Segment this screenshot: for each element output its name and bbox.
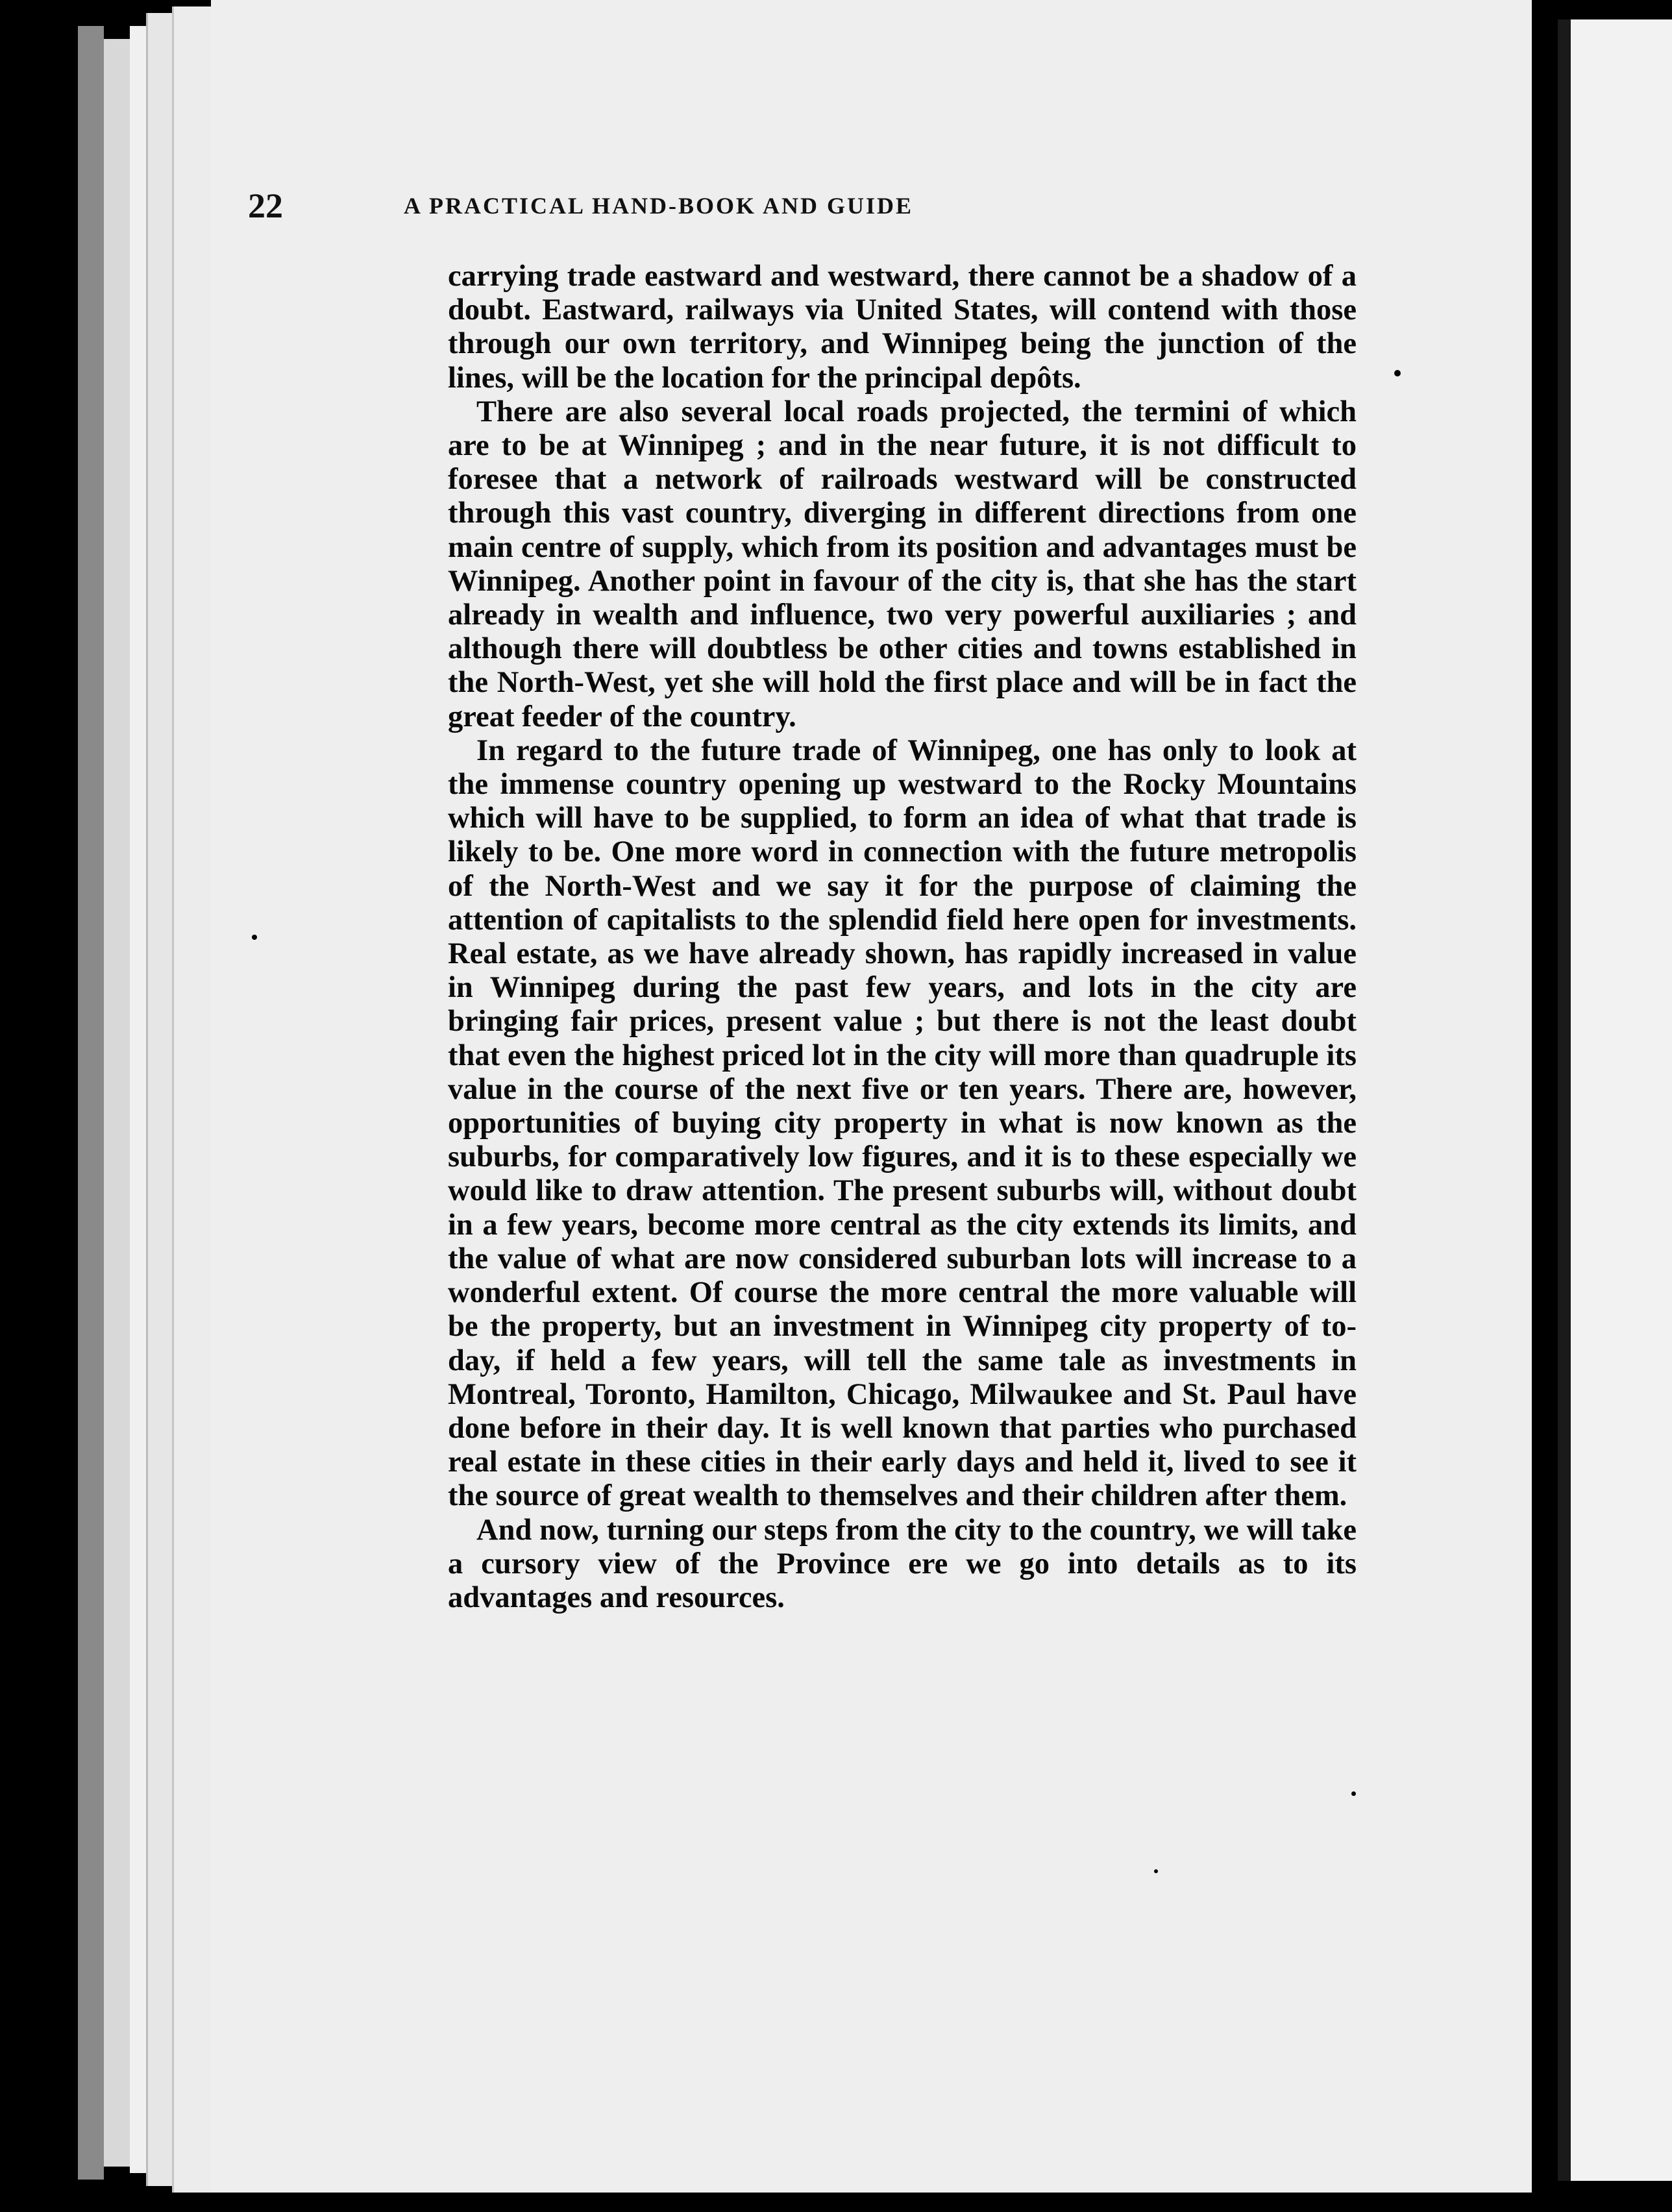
book-edge — [146, 13, 174, 2186]
book-edge — [78, 26, 104, 2180]
speck — [12, 1441, 21, 1455]
book-edge — [104, 39, 130, 2167]
speck — [1394, 370, 1401, 376]
page-number: 22 — [248, 186, 283, 225]
book-edge — [130, 26, 146, 2173]
book-edge — [172, 6, 213, 2193]
paragraph: And now, turning our steps from the city to the country, we will take a cursory view of the Province ere we go into details as to its advantages and resources. — [448, 1513, 1357, 1614]
body-text — [448, 260, 1357, 1615]
page-header — [248, 186, 1196, 231]
speck — [252, 935, 257, 940]
facing-page-edge — [1558, 19, 1672, 2181]
speck — [1351, 1791, 1356, 1796]
running-title: A PRACTICAL HAND-BOOK AND GUIDE — [404, 193, 914, 219]
speck — [1154, 1869, 1158, 1873]
paragraph: In regard to the future trade of Winnipeg, one has only to look at the immense country opening up westward to the Rocky Mountains which will have to be supplied, to form an idea of what that trade is likely to be. One more word in connection with the future metropolis of the North-West and we say it for the purpose of claiming the attention of capitalists to the splendid field here open for investments. Real estate, as we have already shown, has rapidly increased in value in Winnipeg during the past few years, and lots in the city are bringing fair prices, present value ; but there is not the least doubt that even the highest priced lot in the city will more than quadruple its value in the course of the next five or ten years. There are, however, opportunities of buying city property in what is now known as the suburbs, for comparatively low figures, and it is to these especially we would like to draw attention. The present suburbs will, without doubt in a few years, become more central as the city extends its limits, and the value of what are now considered suburban lots will increase to a wonderful extent. Of course the more central the more valuable will be the property, but an investment in Winnipeg city property of to-day, if held a few years, will tell the same tale as investments in Montreal, Toronto, Hamilton, Chicago, Milwaukee and St. Paul have done before in their day. It is well known that parties who purchased real estate in these cities in their early days and held it, lived to see it the source of great wealth to themselves and their children after them. — [448, 733, 1357, 1513]
paragraph: There are also several local roads projected, the termini of which are to be at Winnipeg ; and in the near future, it is not difficult to foresee that a network of railroads westward will be constructed through this vast country, diverging in different directions from one main centre of supply, which from its position and advantages must be Winnipeg. Another point in favour of the city is, that she has the start already in wealth and influence, two very powerful auxiliaries ; and although there will doubtless be other cities and towns established in the North-West, yet she will hold the first place and will be in fact the great feeder of the country. — [448, 395, 1357, 733]
paragraph: carrying trade eastward and westward, there cannot be a shadow of a doubt. Eastward, railways via United States, will contend with those through our own territory, and Winnipeg being the junction of the lines, will be the location for the principal depôts. — [448, 260, 1357, 395]
